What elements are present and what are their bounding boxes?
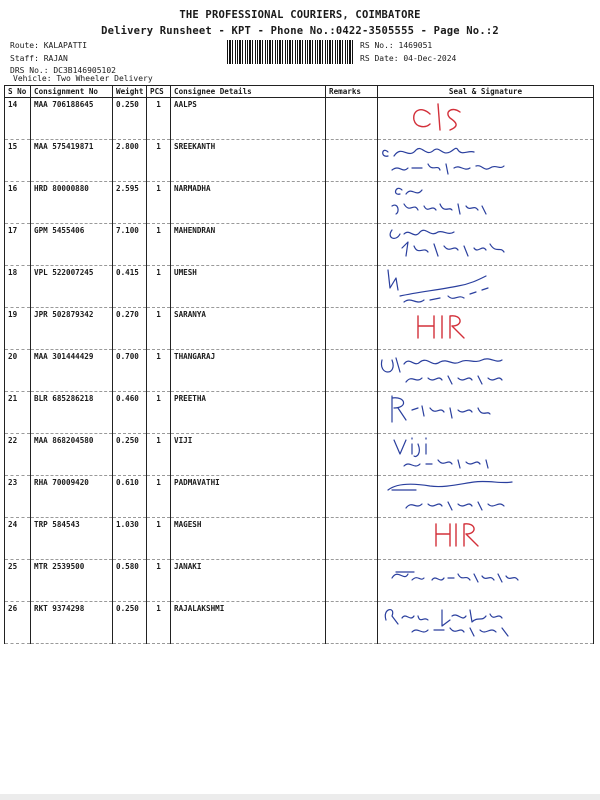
row-pcs: 1: [147, 476, 171, 518]
handwritten-signature: [378, 308, 578, 348]
row-signature: [378, 602, 594, 644]
row-signature: [378, 224, 594, 266]
row-weight: 7.100: [113, 224, 147, 266]
handwritten-signature: [378, 224, 578, 264]
row-remarks: [326, 518, 378, 560]
row-remarks: [326, 98, 378, 140]
runsheet-subtitle: Delivery Runsheet - KPT - Phone No.:0422-3505555 - Page No.:2: [101, 25, 499, 37]
row-sno: 20: [5, 350, 31, 392]
handwritten-signature: [378, 476, 578, 516]
table-row: [5, 350, 594, 392]
row-signature: [378, 434, 594, 476]
row-sno: 22: [5, 434, 31, 476]
row-weight: 0.250: [113, 98, 147, 140]
row-signature: [378, 392, 594, 434]
row-pcs: 1: [147, 140, 171, 182]
rs-date: RS Date: 04-Dec-2024: [360, 53, 457, 63]
header-pcs: PCS: [147, 86, 171, 98]
row-pcs: 1: [147, 392, 171, 434]
row-sno: 19: [5, 308, 31, 350]
table-row: [5, 434, 594, 476]
row-consignment-no: JPR 502879342: [31, 308, 113, 350]
row-weight: 0.415: [113, 266, 147, 308]
table-row: [5, 266, 594, 308]
barcode: [227, 40, 353, 64]
runsheet-meta-left: [10, 40, 116, 78]
row-remarks: [326, 308, 378, 350]
row-weight: 2.800: [113, 140, 147, 182]
row-signature: [378, 266, 594, 308]
row-sno: 17: [5, 224, 31, 266]
row-remarks: [326, 140, 378, 182]
row-consignee: PREETHA: [171, 392, 326, 434]
row-consignment-no: HRD 80000880: [31, 182, 113, 224]
row-consignee: MAGESH: [171, 518, 326, 560]
handwritten-signature: [378, 518, 578, 558]
row-weight: 0.460: [113, 392, 147, 434]
row-remarks: [326, 434, 378, 476]
row-consignee: MAHENDRAN: [171, 224, 326, 266]
header-signature: Seal & Signature: [378, 86, 594, 98]
row-remarks: [326, 602, 378, 644]
row-consignee: NARMADHA: [171, 182, 326, 224]
row-consignment-no: TRP 584543: [31, 518, 113, 560]
header-sno: S No: [5, 86, 31, 98]
row-consignment-no: MAA 301444429: [31, 350, 113, 392]
row-consignment-no: GPM 5455406: [31, 224, 113, 266]
header-remarks: Remarks: [326, 86, 378, 98]
row-pcs: 1: [147, 224, 171, 266]
row-signature: [378, 98, 594, 140]
row-weight: 0.250: [113, 434, 147, 476]
row-remarks: [326, 350, 378, 392]
table-row: [5, 140, 594, 182]
row-sno: 18: [5, 266, 31, 308]
row-remarks: [326, 392, 378, 434]
table-row: [5, 392, 594, 434]
drs-number: DRS No.: DC3B146905102: [10, 66, 116, 75]
row-consignee: THANGARAJ: [171, 350, 326, 392]
row-consignee: AALPS: [171, 98, 326, 140]
row-weight: 1.030: [113, 518, 147, 560]
row-weight: 0.700: [113, 350, 147, 392]
row-consignment-no: MAA 706188645: [31, 98, 113, 140]
table-row: [5, 518, 594, 560]
page-bottom-edge: [0, 794, 600, 800]
row-sno: 15: [5, 140, 31, 182]
row-weight: 0.610: [113, 476, 147, 518]
row-signature: [378, 140, 594, 182]
handwritten-signature: [378, 602, 578, 642]
rs-number: RS No.: 1469051: [360, 41, 433, 50]
row-consignee: JANAKI: [171, 560, 326, 602]
row-weight: 2.595: [113, 182, 147, 224]
row-signature: [378, 182, 594, 224]
row-pcs: 1: [147, 308, 171, 350]
header-weight: Weight: [113, 86, 147, 98]
row-consignment-no: VPL 522007245: [31, 266, 113, 308]
row-consignment-no: MAA 868204580: [31, 434, 113, 476]
handwritten-signature: [378, 392, 578, 432]
row-pcs: 1: [147, 518, 171, 560]
handwritten-signature: [378, 182, 578, 222]
row-pcs: 1: [147, 602, 171, 644]
row-signature: [378, 350, 594, 392]
runsheet-table: [4, 85, 594, 644]
table-row: [5, 98, 594, 140]
row-sno: 25: [5, 560, 31, 602]
row-sno: 16: [5, 182, 31, 224]
row-pcs: 1: [147, 434, 171, 476]
row-remarks: [326, 182, 378, 224]
table-row: [5, 308, 594, 350]
handwritten-signature: [378, 140, 578, 180]
table-row: [5, 182, 594, 224]
row-sno: 21: [5, 392, 31, 434]
runsheet-meta-right: [360, 40, 456, 65]
row-consignment-no: MTR 2539500: [31, 560, 113, 602]
handwritten-signature: [378, 98, 578, 138]
row-remarks: [326, 560, 378, 602]
row-sno: 24: [5, 518, 31, 560]
row-signature: [378, 560, 594, 602]
header-consignment: Consignment No: [31, 86, 113, 98]
row-consignment-no: RHA 70009420: [31, 476, 113, 518]
row-weight: 0.250: [113, 602, 147, 644]
row-weight: 0.270: [113, 308, 147, 350]
company-title: THE PROFESSIONAL COURIERS, COIMBATORE: [179, 9, 421, 21]
row-signature: [378, 308, 594, 350]
row-signature: [378, 518, 594, 560]
vehicle-label: Vehicle: Two Wheeler Delivery: [13, 74, 153, 83]
table-row: [5, 224, 594, 266]
row-consignee: VIJI: [171, 434, 326, 476]
handwritten-signature: [378, 560, 578, 600]
row-consignee: PADMAVATHI: [171, 476, 326, 518]
table-row: [5, 476, 594, 518]
table-row: [5, 602, 594, 644]
header-details: Consignee Details: [171, 86, 326, 98]
row-consignee: UMESH: [171, 266, 326, 308]
row-remarks: [326, 266, 378, 308]
row-pcs: 1: [147, 182, 171, 224]
row-pcs: 1: [147, 350, 171, 392]
row-signature: [378, 476, 594, 518]
row-weight: 0.580: [113, 560, 147, 602]
row-pcs: 1: [147, 266, 171, 308]
row-pcs: 1: [147, 98, 171, 140]
row-consignment-no: BLR 685286218: [31, 392, 113, 434]
row-pcs: 1: [147, 560, 171, 602]
row-consignee: RAJALAKSHMI: [171, 602, 326, 644]
row-remarks: [326, 224, 378, 266]
route-label: Route: KALAPATTI: [10, 41, 88, 50]
row-sno: 14: [5, 98, 31, 140]
row-consignee: SARANYA: [171, 308, 326, 350]
row-consignee: SREEKANTH: [171, 140, 326, 182]
row-consignment-no: RKT 9374298: [31, 602, 113, 644]
handwritten-signature: [378, 350, 578, 390]
row-sno: 26: [5, 602, 31, 644]
row-remarks: [326, 476, 378, 518]
staff-label: Staff: RAJAN: [10, 53, 68, 63]
table-header-row: [5, 86, 594, 98]
handwritten-signature: [378, 266, 578, 306]
table-row: [5, 560, 594, 602]
row-consignment-no: MAA 575419871: [31, 140, 113, 182]
handwritten-signature: [378, 434, 578, 474]
row-sno: 23: [5, 476, 31, 518]
